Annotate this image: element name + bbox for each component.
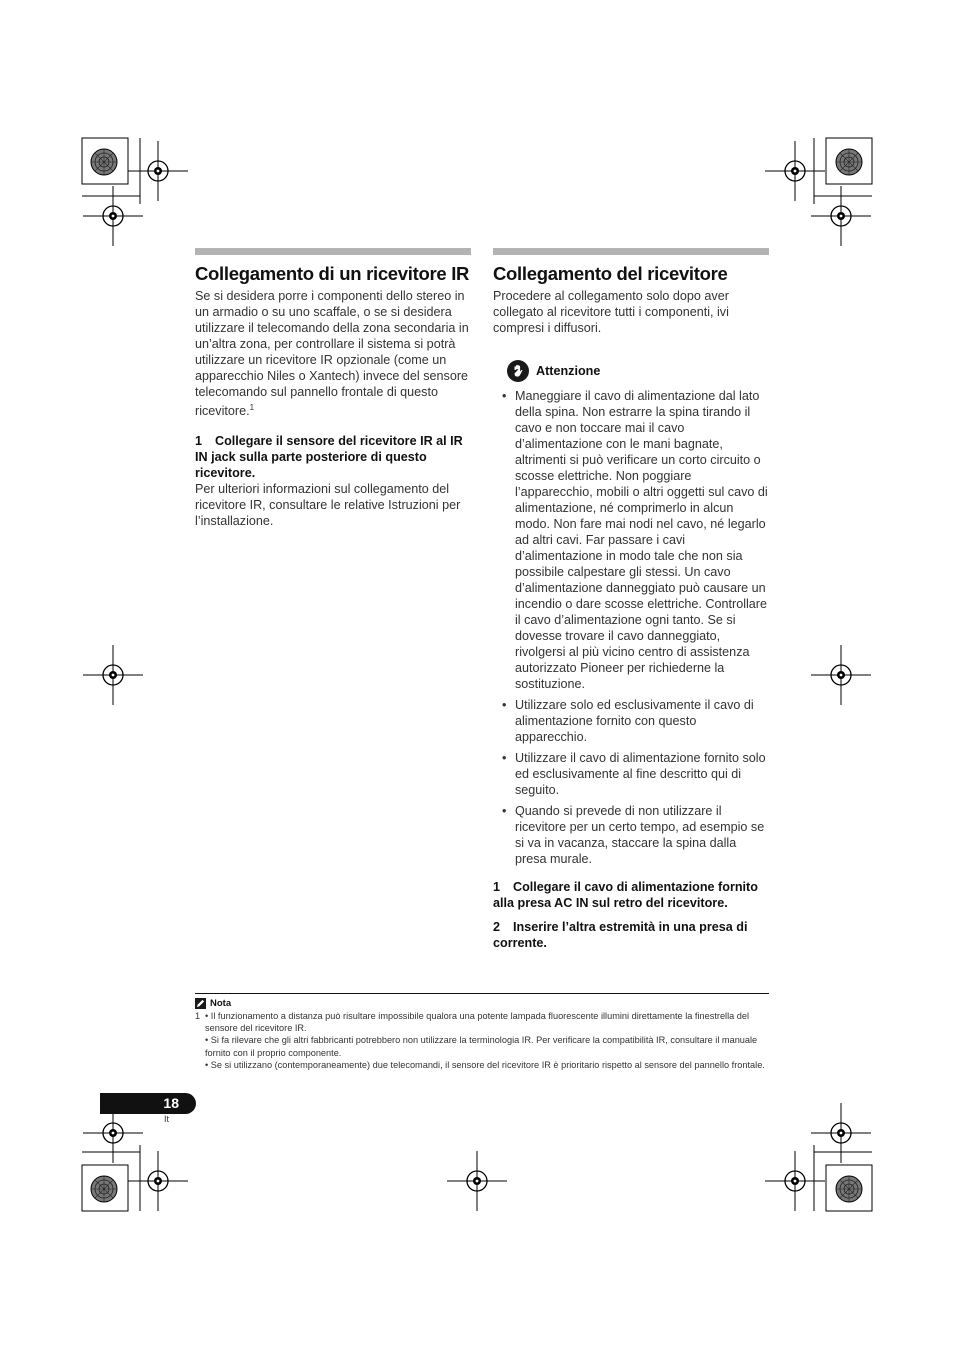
caution-label: Attenzione: [536, 364, 601, 378]
caution-list: [493, 388, 769, 867]
step-text: Collegare il sensore del ricevitore IR al IR IN jack sulla parte posteriore di questo ricevitore.: [195, 434, 463, 481]
footnote-ref: 1: [249, 403, 255, 412]
note-item: [195, 1059, 769, 1071]
ir-intro-paragraph: [195, 288, 471, 419]
receiver-intro-paragraph: Procedere al collegamento solo dopo aver collegato al ricevitore tutti i componenti, ivi compresi i diffusori.: [493, 289, 729, 335]
caution-heading: [507, 360, 769, 382]
list-item: • Maneggiare il cavo di alimentazione dal lato della spina. Non estrarre la spina tirando il cavo e non toccare mai il cavo d’alimentazione con le mani bagnate, altrimenti si può verificare un corto circuito o scosse elettriche. Non poggiare l’apparecchio, mobili o altri oggetti sul cavo di alimentazione, né comprimerlo in alcun modo. Non fare mai nodi nel cavo, né legarlo ad altri cavi. Far passare i cavi d’alimentazione in modo tale che non sia possibile calpestare gli stessi. Un cavo d’alimentazione danneggiato può causare un incendio o dare scosse elettriche. Controllare il cavo d’alimentazione ogni tanto. Se si dovesse trovare il cavo danneggiato, rivolgersi al più vicino centro di assistenza autorizzato Pioneer per richiederne la sostituzione.: [493, 388, 769, 692]
ir-step-1: [195, 433, 471, 481]
ir-step-1-detail: Per ulteriori informazioni sul collegamento del ricevitore IR, consultare le relative Istruzioni per l’installazione.: [195, 482, 461, 529]
note-pencil-icon: [195, 998, 206, 1009]
section-bar: [493, 248, 769, 255]
receiver-step-2: [493, 919, 769, 951]
notes-section: [195, 993, 769, 1071]
note-item: [195, 1010, 769, 1034]
ir-intro-text: Se si desidera porre i componenti dello stereo in un armadio o su uno scaffale, o se si desidera utilizzare il telecomando della zona secondaria in un’altra zona, per controllare il sistema si potrà utilizzare un ricevitore IR opzionale (come un apparecchio Niles o Xantech) invece del sensore telecomando sul pannello frontale di questo ricevitore.: [195, 289, 469, 419]
list-item: • Quando si prevede di non utilizzare il ricevitore per un certo tempo, ad esempio se si va in vacanza, staccare la spina dalla presa murale.: [493, 803, 769, 867]
note-text: • Il funzionamento a distanza può risultare impossibile qualora una potente lampada fluorescente illumini direttamente la finestrella del sensore del ricevitore IR.: [205, 1011, 750, 1034]
note-text: • Si fa rilevare che gli altri fabbricanti potrebbero non utilizzare la terminologia IR. Per verificare la compatibilità IR, consultare il manuale fornito con il proprio componente.: [205, 1035, 758, 1058]
section-ir-receiver: [195, 248, 471, 529]
receiver-step-1: [493, 879, 769, 911]
section-bar: [195, 248, 471, 255]
section-title-receiver-connection: Collegamento del ricevitore: [493, 263, 728, 284]
footnote-number: 1: [195, 1011, 201, 1021]
section-receiver-connection: [493, 248, 769, 951]
step-text: Collegare il cavo di alimentazione fornito alla presa AC IN sul retro del ricevitore.: [493, 880, 758, 910]
step-text: Inserire l’altra estremità in una presa di corrente.: [493, 920, 748, 950]
list-item: • Utilizzare il cavo di alimentazione fornito solo ed esclusivamente al fine descritto qui di seguito.: [493, 750, 769, 798]
list-item: • Utilizzare solo ed esclusivamente il cavo di alimentazione fornito con questo apparecchio.: [493, 697, 769, 745]
notes-label: Nota: [210, 997, 232, 1009]
section-title-ir-receiver: Collegamento di un ricevitore IR: [195, 263, 470, 284]
notes-heading: [195, 996, 769, 1010]
step-number: 2: [493, 920, 501, 934]
step-number: 1: [195, 434, 203, 449]
hand-warning-icon: [507, 360, 529, 382]
language-code: It: [164, 1114, 170, 1124]
note-text: • Se si utilizzano (contemporaneamente) due telecomandi, il sensore del ricevitore IR è prioritario rispetto al sensore del pannello frontale.: [205, 1059, 765, 1070]
page-number: 18: [100, 1093, 196, 1114]
note-item: [195, 1034, 769, 1058]
step-number: 1: [493, 880, 501, 894]
